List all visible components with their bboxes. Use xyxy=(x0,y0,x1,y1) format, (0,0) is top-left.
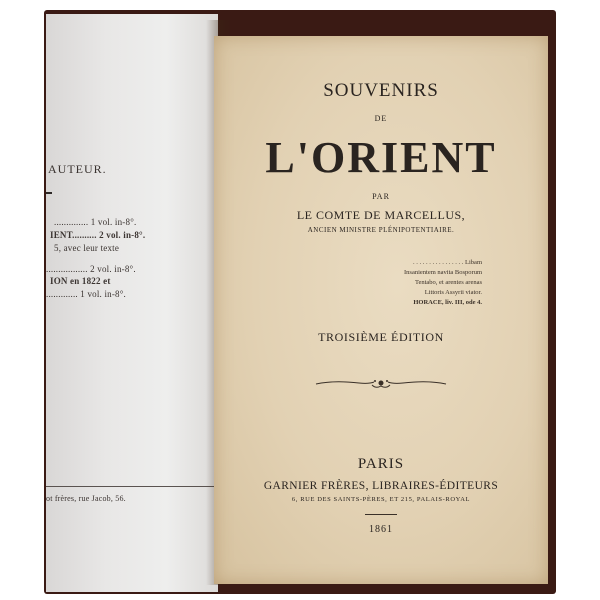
par-label: PAR xyxy=(372,192,390,201)
title-page xyxy=(214,36,548,584)
printer-rule xyxy=(46,486,218,487)
epigraph-line: Insanientem navita Bosporum xyxy=(404,269,482,276)
title-main: L'ORIENT xyxy=(265,133,497,182)
epigraph-line: Littoris Assyrii viator. xyxy=(424,289,482,296)
list-item: IENT.......... 2 vol. in-8°. xyxy=(50,230,146,240)
divider xyxy=(365,514,397,515)
edition-label: TROISIÈME ÉDITION xyxy=(318,330,444,344)
title-de: DE xyxy=(374,114,388,123)
epigraph-line: Tentabo, et arentes arenas xyxy=(414,279,482,286)
printer-line: ot frères, rue Jacob, 56. xyxy=(46,494,126,503)
publisher: GARNIER FRÈRES, LIBRAIRES-ÉDITEURS xyxy=(263,480,499,492)
list-item: ............. 1 vol. in-8°. xyxy=(46,289,126,299)
ornament-icon xyxy=(314,376,448,392)
list-item: .............. 1 vol. in-8°. xyxy=(54,217,137,227)
left-page-heading: AUTEUR. xyxy=(48,162,107,176)
publication-year: 1861 xyxy=(369,524,393,535)
author-name: LE COMTE DE MARCELLUS, xyxy=(296,208,466,222)
epigraph xyxy=(382,258,482,308)
left-page xyxy=(46,14,218,592)
publisher-address: 6, RUE DES SAINTS-PÈRES, ET 215, PALAIS-ROYAL xyxy=(291,496,471,503)
title-souvenirs: SOUVENIRS xyxy=(323,80,439,101)
epigraph-attribution: HORACE, liv. III, ode 4. xyxy=(413,299,482,306)
list-item: 5, avec leur texte xyxy=(54,243,120,253)
author-title: ANCIEN MINISTRE PLÉNIPOTENTIAIRE. xyxy=(307,226,455,234)
epigraph-line: . . . . . . . . . . . . . . . . Libam xyxy=(413,259,482,266)
list-item: ION en 1822 et xyxy=(50,276,111,286)
list-item: ................. 2 vol. in-8°. xyxy=(46,264,136,274)
city: PARIS xyxy=(357,456,405,472)
left-page-rule xyxy=(46,192,52,194)
